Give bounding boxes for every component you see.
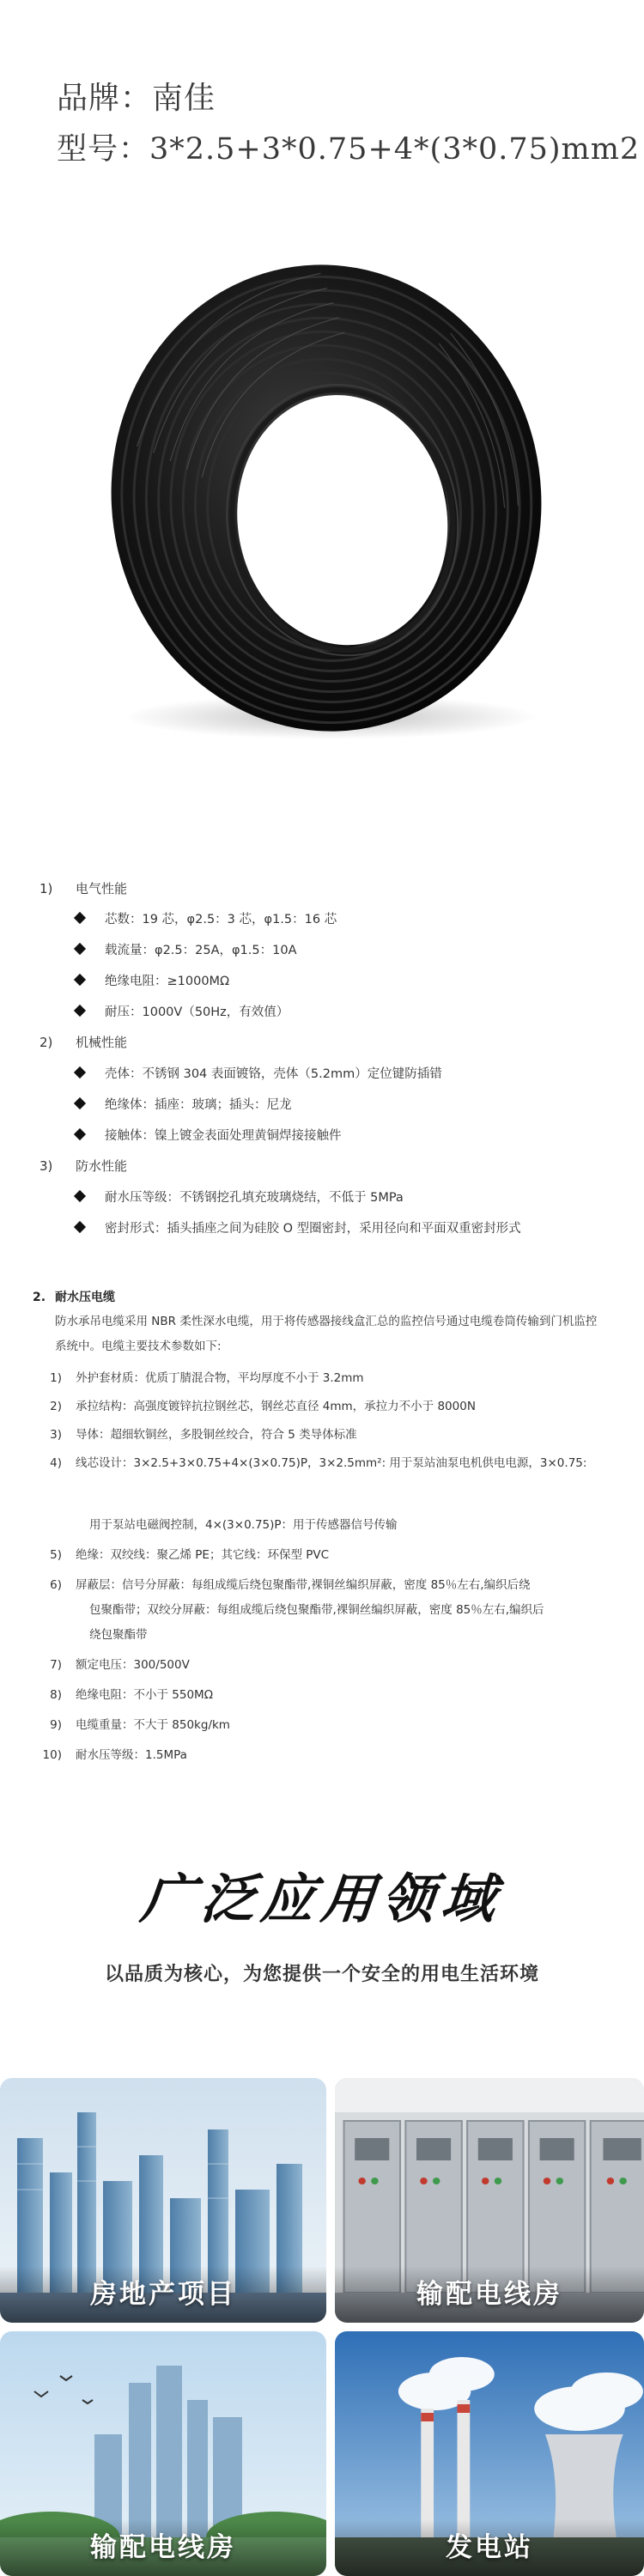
spec-item: 9) 电缆重量：不大于 850kg/km [50,1718,230,1732]
spec-item: 6) 屏蔽层：信号分屏蔽：每组成缆后绕包聚酯带,裸铜丝编织屏蔽，密度 85％左右,编织后绕 [50,1578,531,1592]
cable-coil-illustration [94,249,558,747]
application-tile-power-plant [335,2331,644,2576]
spec-item: 2) 承拉结构：高强度镀锌抗拉钢丝芯，钢丝芯直径 4mm，承拉力不小于 8000N [50,1400,476,1413]
diamond-bullet-icon [74,1097,86,1109]
tile-caption: 发电站 [335,2519,644,2576]
spec-item: 1) 外护套材质：优质丁腈混合物，平均厚度不小于 3.2mm [50,1371,364,1385]
spec-bullet: 绝缘体：插座：玻璃；插头：尼龙 [76,1095,292,1113]
diamond-bullet-icon [74,1221,86,1233]
section-heading: 3) 防水性能 [39,1158,128,1174]
spec-item: 5) 绝缘：双绞线：聚乙烯 PE；其它线：环保型 PVC [50,1548,330,1562]
model-label: 型号：3*2.5+3*0.75+4*(3*0.75)mm2 [57,132,641,167]
spec-item: 4) 线芯设计：3×2.5+3×0.75+4×(3×0.75)P，3×2.5mm²: 用于泵站油泵电机供电电源，3×0.75: [50,1456,587,1470]
tile-caption: 输配电线房 [0,2519,326,2576]
diamond-bullet-icon [74,912,86,924]
spec-bullet: 绝缘电阻：≥1000MΩ [76,971,229,989]
tile-caption: 房地产项目 [0,2266,326,2323]
brand-label: 品牌：南佳 [57,81,216,116]
spec-item: 10) 耐水压等级：1.5MPa [42,1748,187,1762]
product-hero [0,0,644,859]
applications-subtitle: 以品质为核心，为您提供一个安全的用电生活环境 [104,1964,539,1985]
spec-item: 7) 额定电压：300/500V [50,1658,190,1672]
spec-bullet: 芯数：19 芯，φ2.5：3 芯，φ1.5：16 芯 [76,909,337,927]
diamond-bullet-icon [74,1005,86,1017]
application-tile-switchgear [335,2078,644,2323]
section-intro: 防水承吊电缆采用 NBR 柔性深水电缆，用于将传感器接线盒汇总的监控信号通过电缆卷筒传输到门机监控系统中。电缆主要技术参数如下: [55,1315,598,1353]
diamond-bullet-icon [74,943,86,955]
spec-item: 8) 绝缘电阻：不小于 550MΩ [50,1688,214,1702]
section-heading: 2) 机械性能 [39,1035,128,1050]
spec-item: 3) 导体：超细软铜丝，多股铜丝绞合，符合 5 类导体标准 [50,1428,357,1442]
diamond-bullet-icon [74,1190,86,1202]
application-tile-real-estate [0,2078,326,2323]
spec-item-continuation: 用于泵站电磁阀控制，4×(3×0.75)P：用于传感器信号传输 [89,1518,398,1532]
spec-bullet: 耐水压等级：不锈钢挖孔填充玻璃烧结，不低于 5MPa [76,1188,404,1206]
cable-coil-image [94,249,558,747]
diamond-bullet-icon [74,1128,86,1140]
spec-item-continuation: 绕包聚酯带 [89,1628,148,1642]
section-title: 2. 耐水压电缆 [33,1291,115,1304]
application-tile-city [0,2331,326,2576]
section-heading: 1) 电气性能 [39,881,128,896]
applications-title: 广泛应用领域 [137,1868,506,1930]
diamond-bullet-icon [74,974,86,986]
diamond-bullet-icon [74,1066,86,1078]
tile-caption: 输配电线房 [335,2266,644,2323]
spec-bullet: 接触体：镍上镀金表面处理黄铜焊接接触件 [76,1126,342,1144]
spec-bullet: 密封形式：插头插座之间为硅胶 O 型圈密封，采用径向和平面双重密封形式 [76,1218,521,1236]
spec-bullet: 耐压：1000V（50Hz，有效值） [76,1002,289,1020]
spec-item-continuation: 包聚酯带；双绞分屏蔽：每组成缆后绕包聚酯带,裸铜丝编织屏蔽，密度 85％左右,编织后 [89,1603,544,1617]
spec-bullet: 载流量：φ2.5：25A，φ1.5：10A [76,940,297,958]
spec-bullet: 壳体：不锈钢 304 表面镀铬，壳体（5.2mm）定位键防插错 [76,1064,442,1082]
